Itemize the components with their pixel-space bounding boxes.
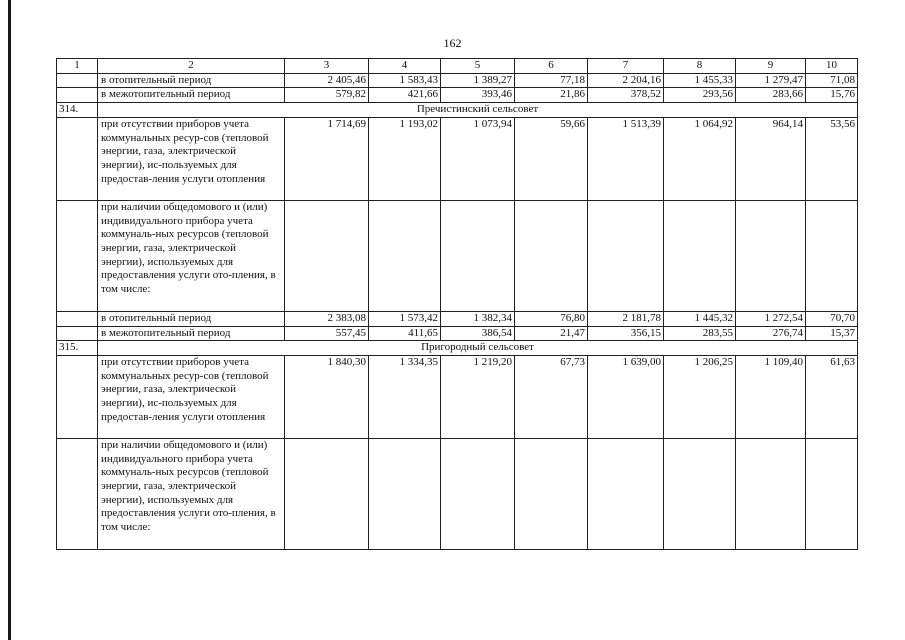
value-cell: 1 109,40 — [736, 355, 806, 438]
value-cell — [369, 438, 441, 549]
column-number: 6 — [515, 59, 588, 74]
value-cell: 59,66 — [515, 117, 588, 200]
value-cell — [736, 200, 806, 311]
row-number-cell — [57, 326, 98, 341]
value-cell: 1 714,69 — [285, 117, 369, 200]
table-row — [57, 326, 858, 341]
value-cell: 356,15 — [588, 326, 664, 341]
table-row — [57, 438, 858, 549]
value-cell — [369, 200, 441, 311]
value-cell: 1 193,02 — [369, 117, 441, 200]
column-number: 10 — [806, 59, 858, 74]
value-cell: 2 204,16 — [588, 73, 664, 88]
value-cell: 1 455,33 — [664, 73, 736, 88]
value-cell: 964,14 — [736, 117, 806, 200]
row-label: в отопительный период — [98, 311, 285, 326]
column-number: 8 — [664, 59, 736, 74]
row-number-cell — [57, 200, 98, 311]
tariff-table — [56, 58, 858, 550]
value-cell: 1 513,39 — [588, 117, 664, 200]
value-cell: 421,66 — [369, 88, 441, 103]
column-number-row — [57, 59, 858, 74]
value-cell: 386,54 — [441, 326, 515, 341]
value-cell — [588, 200, 664, 311]
value-cell — [806, 438, 858, 549]
table-row — [57, 88, 858, 103]
page-number: 162 — [443, 36, 462, 50]
section-name: Пригородный сельсовет — [98, 341, 858, 356]
row-number-cell — [57, 438, 98, 549]
value-cell: 15,76 — [806, 88, 858, 103]
value-cell: 2 383,08 — [285, 311, 369, 326]
value-cell: 411,65 — [369, 326, 441, 341]
value-cell: 1 573,42 — [369, 311, 441, 326]
value-cell: 21,47 — [515, 326, 588, 341]
row-label: при отсутствии приборов учета коммунальных ресур-сов (тепловой энергии, газа, электрической энергии), ис-пользуемых для предостав-ления услуги отопления — [98, 117, 285, 200]
column-number: 1 — [57, 59, 98, 74]
row-label: при отсутствии приборов учета коммунальных ресур-сов (тепловой энергии, газа, электрической энергии), ис-пользуемых для предостав-ления услуги отопления — [98, 355, 285, 438]
value-cell: 579,82 — [285, 88, 369, 103]
value-cell — [588, 438, 664, 549]
value-cell: 77,18 — [515, 73, 588, 88]
value-cell: 76,80 — [515, 311, 588, 326]
value-cell: 1 279,47 — [736, 73, 806, 88]
column-number: 4 — [369, 59, 441, 74]
table-row — [57, 311, 858, 326]
row-label: в межотопительный период — [98, 88, 285, 103]
value-cell: 2 181,78 — [588, 311, 664, 326]
value-cell: 1 064,92 — [664, 117, 736, 200]
value-cell — [515, 438, 588, 549]
value-cell: 15,37 — [806, 326, 858, 341]
section-name: Пречистинский сельсовет — [98, 103, 858, 118]
value-cell: 393,46 — [441, 88, 515, 103]
value-cell — [285, 438, 369, 549]
value-cell: 1 389,27 — [441, 73, 515, 88]
table-row — [57, 200, 858, 311]
value-cell: 1 219,20 — [441, 355, 515, 438]
value-cell: 1 840,30 — [285, 355, 369, 438]
value-cell: 293,56 — [664, 88, 736, 103]
value-cell: 1 583,43 — [369, 73, 441, 88]
column-number: 9 — [736, 59, 806, 74]
row-label: в межотопительный период — [98, 326, 285, 341]
value-cell: 1 206,25 — [664, 355, 736, 438]
column-number: 7 — [588, 59, 664, 74]
value-cell: 21,86 — [515, 88, 588, 103]
value-cell — [664, 438, 736, 549]
row-label: при наличии общедомового и (или) индивидуального прибора учета коммуналь-ных ресурсов (тепловой энергии, газа, электрической энергии), используемых для предоставления услуги ото-пления, в том числе: — [98, 200, 285, 311]
row-number-cell — [57, 117, 98, 200]
value-cell — [664, 200, 736, 311]
table-row — [57, 355, 858, 438]
value-cell: 1 445,32 — [664, 311, 736, 326]
column-number: 5 — [441, 59, 515, 74]
row-number-cell — [57, 311, 98, 326]
value-cell — [736, 438, 806, 549]
value-cell: 283,55 — [664, 326, 736, 341]
section-header-row — [57, 341, 858, 356]
value-cell: 1 334,35 — [369, 355, 441, 438]
table-row — [57, 117, 858, 200]
value-cell — [441, 438, 515, 549]
value-cell: 1 073,94 — [441, 117, 515, 200]
value-cell — [441, 200, 515, 311]
table-row — [57, 73, 858, 88]
value-cell — [285, 200, 369, 311]
row-number-cell — [57, 88, 98, 103]
value-cell: 2 405,46 — [285, 73, 369, 88]
value-cell: 1 272,54 — [736, 311, 806, 326]
value-cell: 70,70 — [806, 311, 858, 326]
row-number-cell — [57, 355, 98, 438]
value-cell: 557,45 — [285, 326, 369, 341]
value-cell: 53,56 — [806, 117, 858, 200]
value-cell — [806, 200, 858, 311]
column-number: 3 — [285, 59, 369, 74]
column-number: 2 — [98, 59, 285, 74]
value-cell: 378,52 — [588, 88, 664, 103]
section-number: 314. — [57, 103, 98, 118]
value-cell — [515, 200, 588, 311]
row-number-cell — [57, 73, 98, 88]
value-cell: 67,73 — [515, 355, 588, 438]
row-label: в отопительный период — [98, 73, 285, 88]
value-cell: 71,08 — [806, 73, 858, 88]
value-cell: 283,66 — [736, 88, 806, 103]
value-cell: 61,63 — [806, 355, 858, 438]
section-header-row — [57, 103, 858, 118]
value-cell: 1 382,34 — [441, 311, 515, 326]
scan-edge-line — [8, 0, 11, 640]
section-number: 315. — [57, 341, 98, 356]
value-cell: 1 639,00 — [588, 355, 664, 438]
row-label: при наличии общедомового и (или) индивидуального прибора учета коммуналь-ных ресурсов (тепловой энергии, газа, электрической энергии), используемых для предоставления услуги ото-пления, в том числе: — [98, 438, 285, 549]
value-cell: 276,74 — [736, 326, 806, 341]
